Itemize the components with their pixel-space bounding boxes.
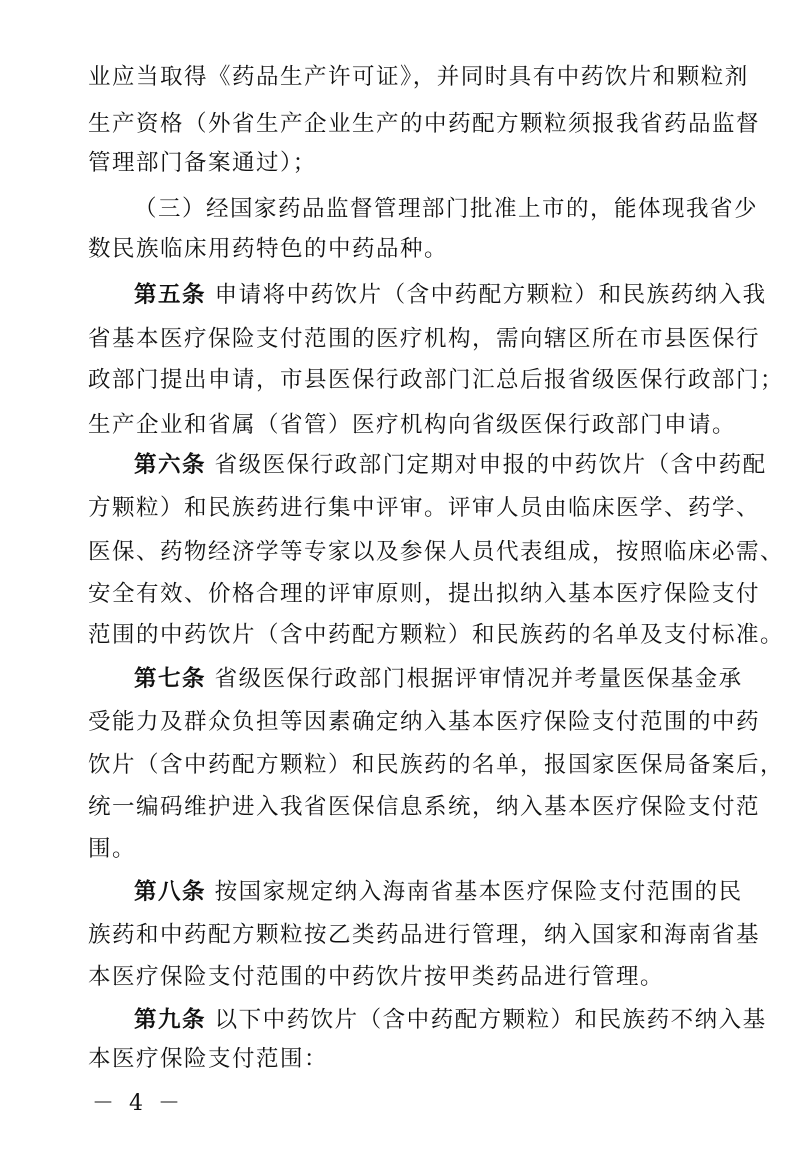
text-line: 饮片（含中药配方颗粒）和民族药的名单，报国家医保局备案后， (88, 752, 785, 778)
text-line: 生产企业和省属（省管）医疗机构向省级医保行政部门申请。 (88, 412, 737, 438)
article-6-text: 省级医保行政部门定期对申报的中药饮片（含中药配 (214, 452, 767, 478)
article-7-first-line (134, 664, 743, 694)
text-line: 医保、药物经济学等专家以及参保人员代表组成，按照临床必需、 (88, 539, 785, 565)
text-line: 族药和中药配方颗粒按乙类药品进行管理，纳入国家和海南省基 (88, 922, 761, 948)
article-6-first-line (134, 450, 767, 480)
text-line: 统一编码维护进入我省医保信息系统，纳入基本医疗保险支付范 (88, 794, 761, 820)
article-8-first-line (134, 877, 743, 907)
text-line: 省基本医疗保险支付范围的医疗机构，需向辖区所在市县医保行 (88, 326, 761, 352)
text-line: 受能力及群众负担等因素确定纳入基本医疗保险支付范围的中药 (88, 709, 761, 735)
text-line: 围。 (88, 836, 137, 862)
article-9-text: 以下中药饮片（含中药配方颗粒）和民族药不纳入基 (214, 1007, 767, 1033)
text-line: 管理部门备案通过）； (88, 150, 317, 176)
text-line: 范围的中药饮片（含中药配方颗粒）和民族药的名单及支付标准。 (88, 622, 785, 648)
text-line: 业应当取得《药品生产许可证》，并同时具有中药饮片和颗粒剂 (88, 64, 749, 90)
article-7-text: 省级医保行政部门根据评审情况并考量医保基金承 (214, 666, 743, 692)
article-5-label: 第五条 (134, 282, 207, 308)
text-line: 安全有效、价格合理的评审原则，提出拟纳入基本医疗保险支付 (88, 581, 761, 607)
text-line: 数民族临床用药特色的中药品种。 (88, 236, 449, 262)
text-line: 生产资格（外省生产企业生产的中药配方颗粒须报我省药品监督 (88, 111, 761, 137)
article-9-label: 第九条 (134, 1007, 207, 1033)
article-6-label: 第六条 (134, 452, 207, 478)
article-8-text: 按国家规定纳入海南省基本医疗保险支付范围的民 (214, 879, 743, 905)
page-number: － 4 － (92, 1091, 184, 1116)
article-9-first-line (134, 1005, 767, 1035)
text-line: 方颗粒）和民族药进行集中评审。评审人员由临床医学、药学、 (88, 495, 761, 521)
article-8-label: 第八条 (134, 879, 207, 905)
text-line: 政部门提出申请，市县医保行政部门汇总后报省级医保行政部门； (88, 367, 785, 393)
text-line: 本医疗保险支付范围： (88, 1046, 329, 1072)
article-5-text: 申请将中药饮片（含中药配方颗粒）和民族药纳入我 (214, 282, 767, 308)
text-line: （三）经国家药品监督管理部门批准上市的，能体现我省少 (134, 196, 759, 222)
text-line: 本医疗保险支付范围的中药饮片按甲类药品进行管理。 (88, 964, 665, 990)
article-7-label: 第七条 (134, 666, 207, 692)
article-5-first-line (134, 280, 767, 310)
